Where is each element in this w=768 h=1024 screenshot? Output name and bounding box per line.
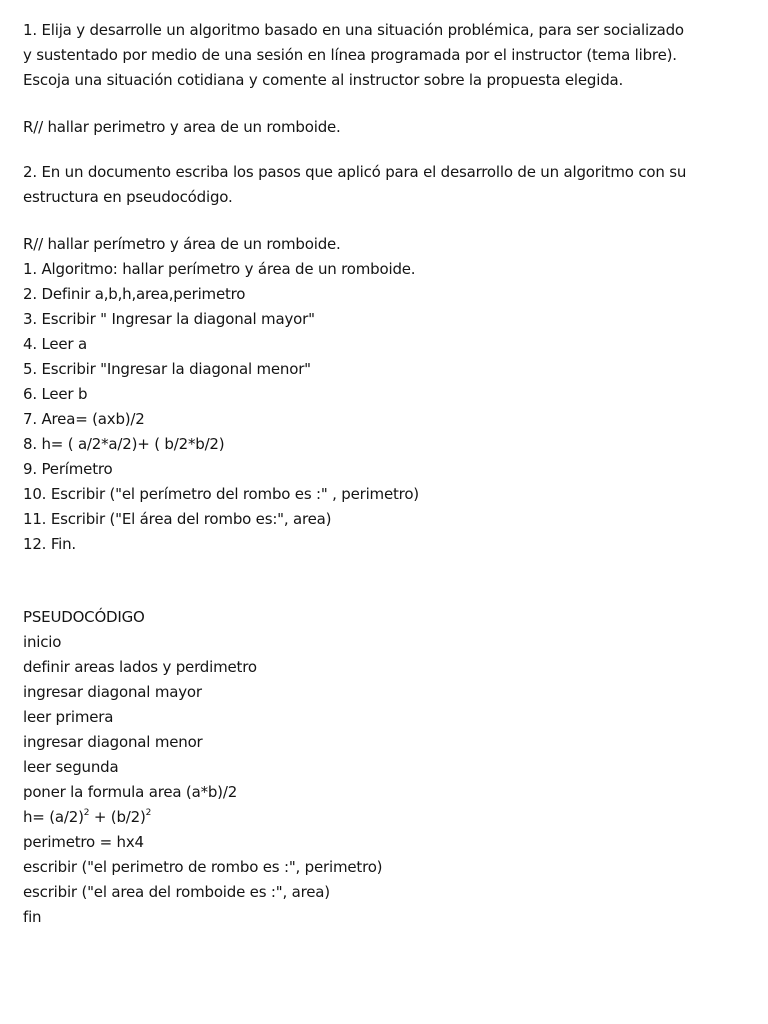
algorithm-step: 3. Escribir " Ingresar la diagonal mayor" bbox=[23, 310, 315, 328]
pseudocode-line: ingresar diagonal mayor bbox=[23, 683, 202, 701]
question-1-line: Escoja una situación cotidiana y comente al instructor sobre la propuesta elegida. bbox=[23, 71, 624, 89]
pseudocode-line: perimetro = hx4 bbox=[23, 833, 144, 851]
question-1-line: y sustentado por medio de una sesión en línea programada por el instructor (tema libre). bbox=[23, 46, 677, 64]
pseudocode-line: inicio bbox=[23, 633, 62, 651]
algorithm-steps-list bbox=[23, 257, 753, 557]
pseudocode-formula-line bbox=[23, 805, 753, 830]
algorithm-step: 12. Fin. bbox=[23, 535, 77, 553]
pseudocode-line: escribir ("el perimetro de rombo es :", perimetro) bbox=[23, 858, 383, 876]
algorithm-step: 11. Escribir ("El área del rombo es:", area) bbox=[23, 510, 332, 528]
question-1 bbox=[23, 18, 753, 93]
question-2-line: estructura en pseudocódigo. bbox=[23, 188, 233, 206]
pseudocode-line: escribir ("el area del romboide es :", area) bbox=[23, 883, 330, 901]
answer-2: R// hallar perímetro y área de un romboide. bbox=[23, 235, 341, 253]
pseudocode-list bbox=[23, 630, 753, 930]
pseudocode-line: poner la formula area (a*b)/2 bbox=[23, 783, 238, 801]
formula-part: h= (a/2) bbox=[23, 808, 84, 826]
algorithm-step: 7. Area= (axb)/2 bbox=[23, 410, 145, 428]
pseudocode-heading: PSEUDOCÓDIGO bbox=[23, 608, 145, 626]
algorithm-step: 8. h= ( a/2*a/2)+ ( b/2*b/2) bbox=[23, 435, 225, 453]
answer-1: R// hallar perimetro y area de un romboide. bbox=[23, 118, 341, 136]
pseudocode-line: fin bbox=[23, 908, 42, 926]
pseudocode-line: definir areas lados y perdimetro bbox=[23, 658, 257, 676]
document-page bbox=[23, 18, 753, 930]
algorithm-step: 2. Definir a,b,h,area,perimetro bbox=[23, 285, 246, 303]
algorithm-step: 1. Algoritmo: hallar perímetro y área de un romboide. bbox=[23, 260, 416, 278]
formula-exponent: 2 bbox=[83, 808, 90, 818]
question-1-line: 1. Elija y desarrolle un algoritmo basado en una situación problémica, para ser socializado bbox=[23, 21, 684, 39]
algorithm-step: 9. Perímetro bbox=[23, 460, 113, 478]
formula-exponent: 2 bbox=[145, 808, 152, 818]
algorithm-step: 6. Leer b bbox=[23, 385, 88, 403]
algorithm-step: 10. Escribir ("el perímetro del rombo es :" , perimetro) bbox=[23, 485, 419, 503]
question-2-line: 2. En un documento escriba los pasos que aplicó para el desarrollo de un algoritmo con su bbox=[23, 163, 687, 181]
pseudocode-line: leer primera bbox=[23, 708, 114, 726]
algorithm-step: 4. Leer a bbox=[23, 335, 87, 353]
pseudocode-line: leer segunda bbox=[23, 758, 119, 776]
question-2 bbox=[23, 160, 753, 210]
formula-part: + (b/2) bbox=[89, 808, 146, 826]
algorithm-step: 5. Escribir "Ingresar la diagonal menor" bbox=[23, 360, 311, 378]
pseudocode-line: ingresar diagonal menor bbox=[23, 733, 203, 751]
